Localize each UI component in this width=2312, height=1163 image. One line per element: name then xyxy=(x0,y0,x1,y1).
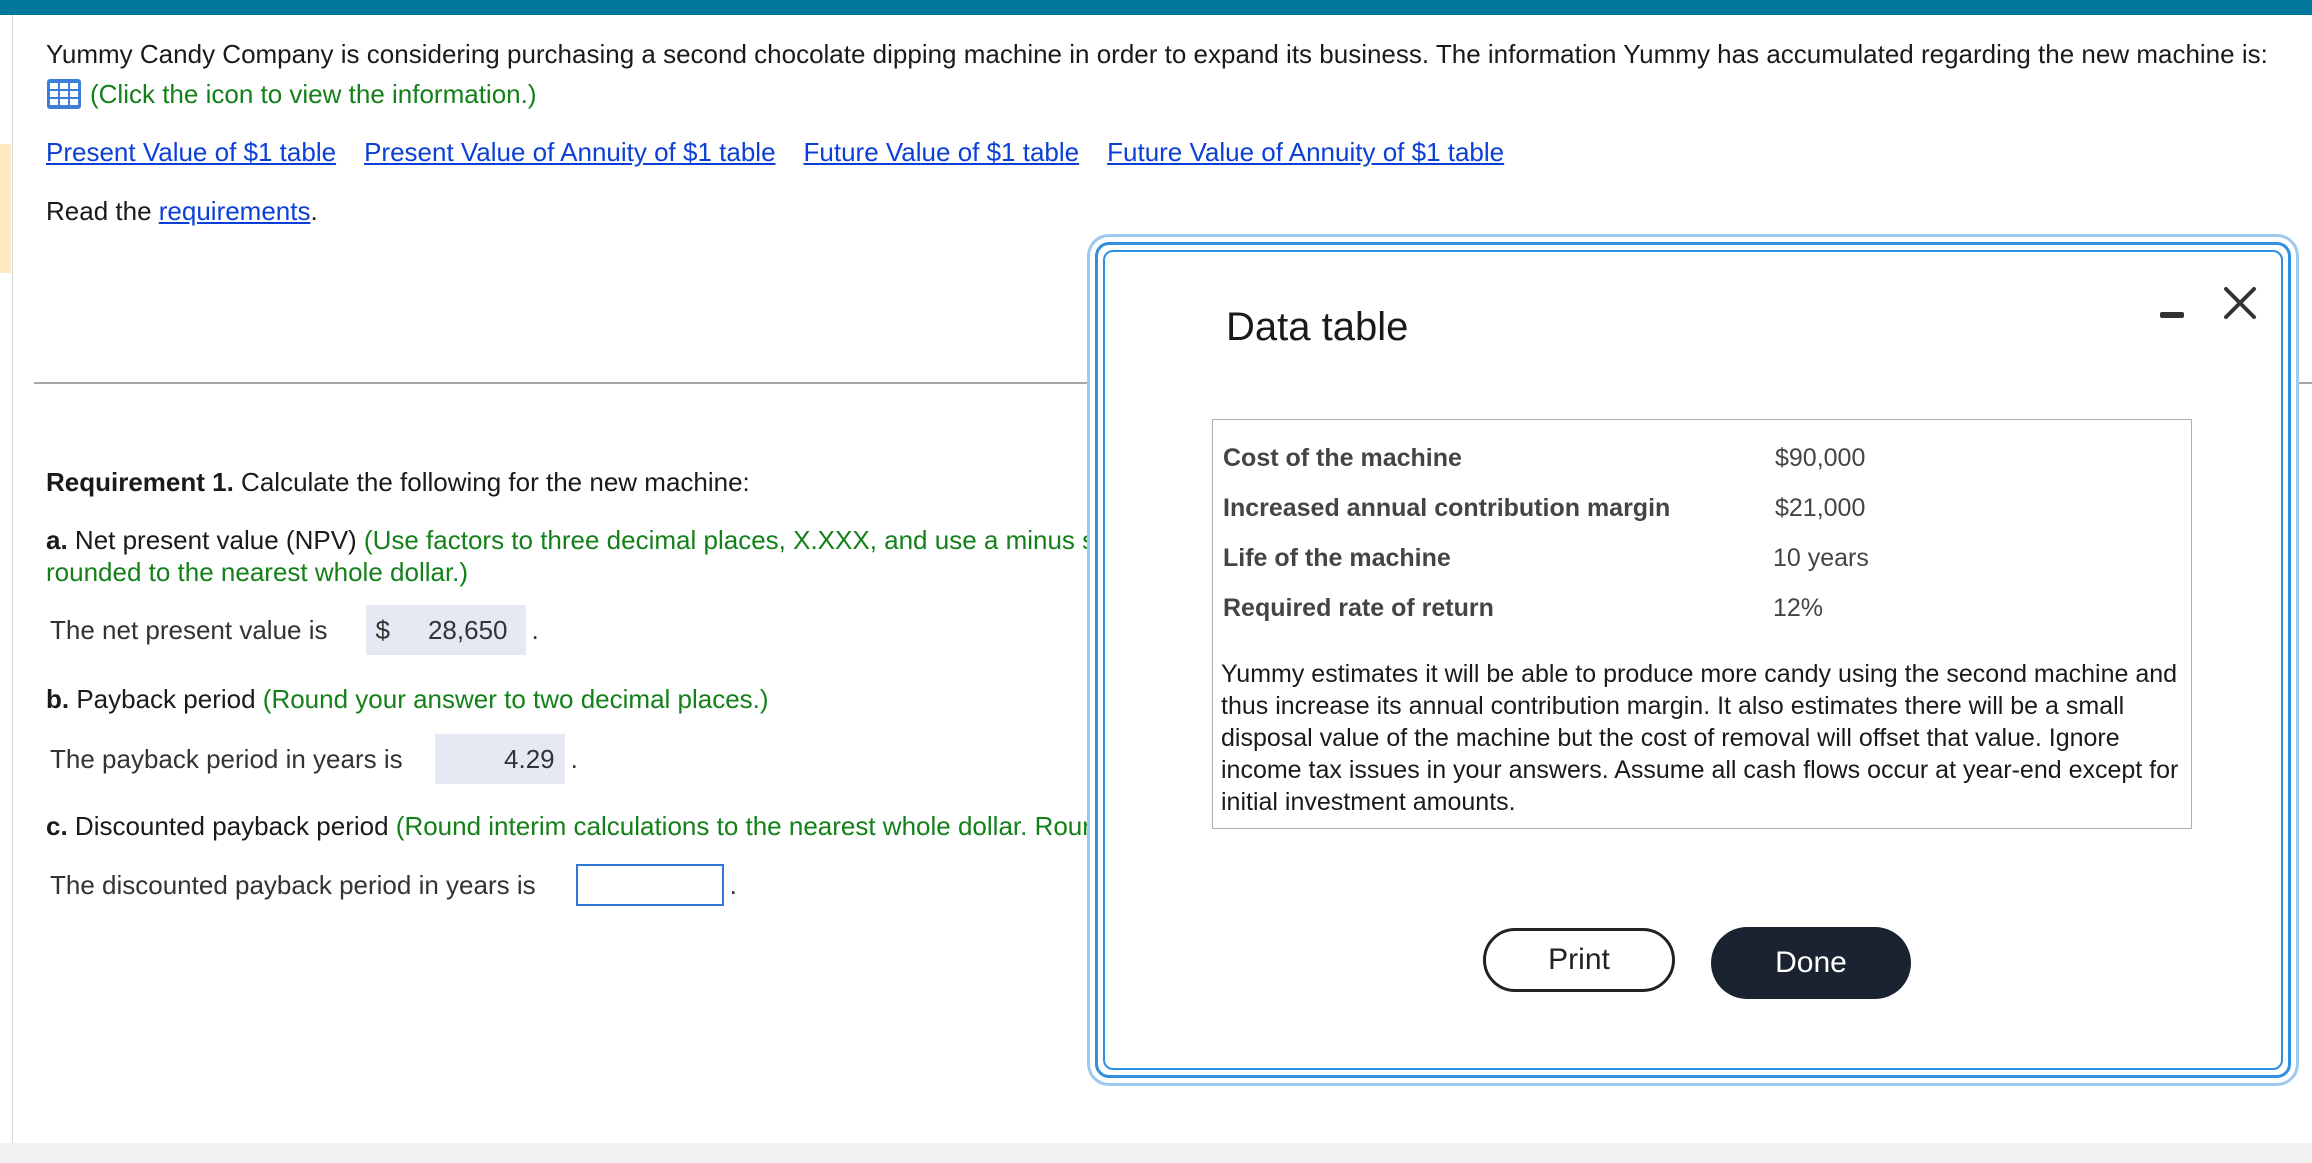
part-c-question xyxy=(46,811,1096,842)
data-label: Life of the machine xyxy=(1223,544,1451,572)
data-table-modal xyxy=(1095,242,2291,1078)
requirement-1-text: Calculate the following for the new machine: xyxy=(233,467,750,497)
data-label: Cost of the machine xyxy=(1223,444,1462,472)
close-icon[interactable] xyxy=(2220,283,2260,323)
fv-table-link[interactable]: Future Value of $1 table xyxy=(803,137,1080,167)
left-accent-strip xyxy=(0,144,11,273)
pv-annuity-table-link[interactable]: Present Value of Annuity of $1 table xyxy=(364,137,776,167)
part-b-answer-prefix: The payback period in years is xyxy=(50,743,403,774)
data-row-life xyxy=(1223,544,2173,584)
left-edge-line xyxy=(12,15,13,1143)
part-b-label: b. xyxy=(46,684,70,714)
read-requirements xyxy=(46,196,318,227)
data-label: Required rate of return xyxy=(1223,594,1494,622)
part-b-period: . xyxy=(570,743,578,774)
data-value: 12% xyxy=(1773,594,1824,622)
part-a-label: a. xyxy=(46,525,68,555)
info-link[interactable]: (Click the icon to view the information.) xyxy=(90,78,537,109)
data-value: $90,000 xyxy=(1775,444,1866,472)
data-row-rate xyxy=(1223,594,2173,634)
grid-table-icon[interactable] xyxy=(46,78,82,110)
part-c-answer-row xyxy=(50,864,737,906)
bottom-band xyxy=(0,1143,2312,1163)
data-note: Yummy estimates it will be able to produce more candy using the second machine and thus increase its annual contribution margin. It also estimates there will be a small disposal value of the machine but the cost of removal will offset that value. Ignore income tax issues in your answers. Assume all cash flows occur at year-end except for initial investment amounts. xyxy=(1221,660,2179,816)
data-label: Increased annual contribution margin xyxy=(1223,494,1671,522)
data-value: $21,000 xyxy=(1775,494,1866,522)
intro-text: Yummy Candy Company is considering purchasing a second chocolate dipping machine in order to expand its business. The information Yummy has accumulated regarding the new machine is: xyxy=(46,39,2268,69)
modal-title: Data table xyxy=(1226,305,1409,349)
part-a-answer-prefix: The net present value is xyxy=(50,614,328,645)
data-row-cost xyxy=(1223,444,2173,484)
discounted-payback-input[interactable] xyxy=(576,864,724,906)
part-a-instruction-2: rounded to the nearest whole dollar.) xyxy=(46,557,469,587)
npv-answer-value: 28,650 xyxy=(427,614,508,645)
info-row xyxy=(46,76,537,112)
payback-answer-value: 4.29 xyxy=(504,743,555,774)
part-c-label: c. xyxy=(46,811,68,841)
currency-symbol: $ xyxy=(375,614,390,645)
part-a-period: . xyxy=(531,614,539,645)
read-suffix: . xyxy=(310,196,318,226)
part-b-answer-row xyxy=(50,734,578,784)
npv-answer-box[interactable] xyxy=(366,605,526,655)
table-links xyxy=(46,137,1532,168)
part-a-question xyxy=(46,524,1106,588)
done-button[interactable]: Done xyxy=(1711,927,1911,999)
data-row-contribution xyxy=(1223,494,2173,534)
data-value: 10 years xyxy=(1773,544,1869,572)
requirement-1 xyxy=(46,467,750,498)
read-prefix: Read the xyxy=(46,196,159,226)
part-a-instruction-1: (Use factors to three decimal places, X.XXX, and use a minus s xyxy=(363,525,1096,555)
part-a-text: Net present value (NPV) xyxy=(67,525,364,555)
minimize-icon[interactable] xyxy=(2160,299,2184,329)
requirement-1-label: Requirement 1. xyxy=(46,467,234,497)
data-box xyxy=(1212,419,2192,829)
part-b-text: Payback period xyxy=(69,684,263,714)
part-a-answer-row xyxy=(50,605,539,655)
part-b-question xyxy=(46,684,769,715)
part-b-instruction: (Round your answer to two decimal places.) xyxy=(262,684,769,714)
part-c-instruction: (Round interim calculations to the nearest whole dollar. Rour xyxy=(395,811,1091,841)
top-bar xyxy=(0,0,2312,15)
payback-answer-box[interactable] xyxy=(435,734,565,784)
part-c-period: . xyxy=(729,869,737,900)
pv-table-link[interactable]: Present Value of $1 table xyxy=(46,137,337,167)
part-c-answer-prefix: The discounted payback period in years is xyxy=(50,869,536,900)
fv-annuity-table-link[interactable]: Future Value of Annuity of $1 table xyxy=(1107,137,1505,167)
part-c-text: Discounted payback period xyxy=(67,811,396,841)
requirements-link[interactable]: requirements xyxy=(158,196,311,226)
print-button[interactable]: Print xyxy=(1483,928,1675,992)
